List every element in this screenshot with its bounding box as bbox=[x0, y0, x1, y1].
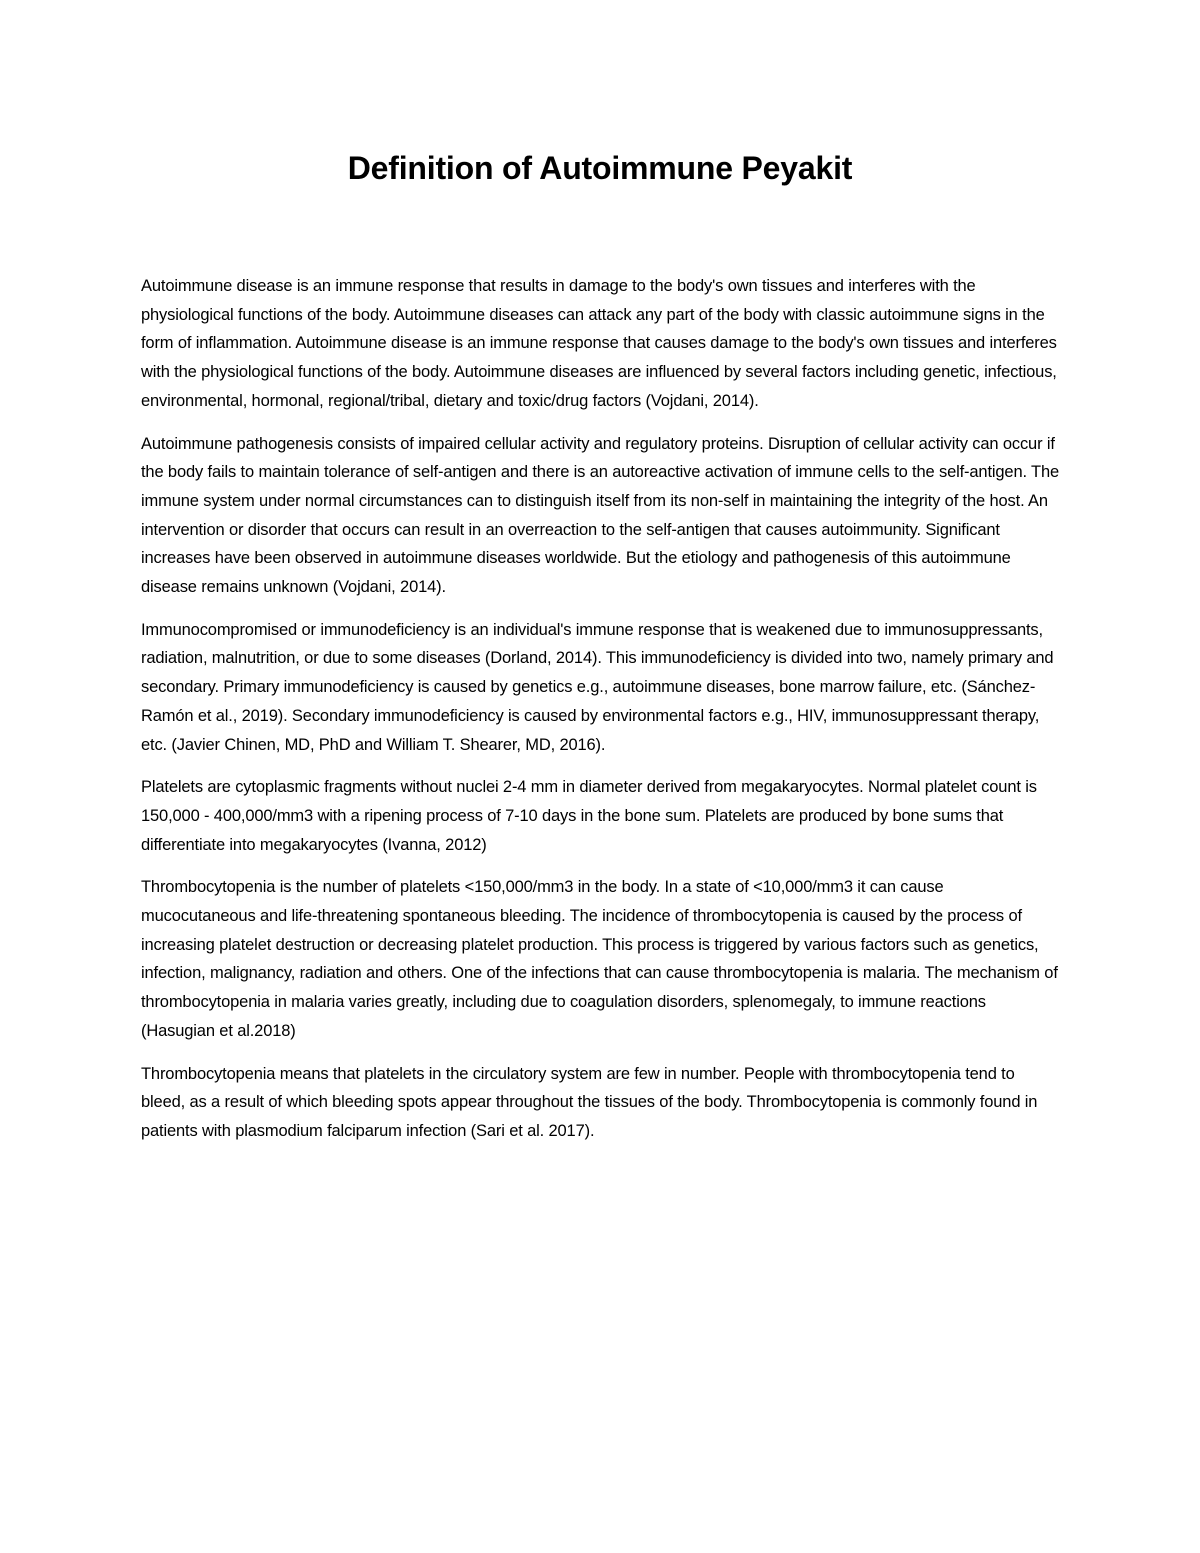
document-title: Definition of Autoimmune Peyakit bbox=[347, 150, 853, 186]
paragraph-autoimmune-pathogenesis: Autoimmune pathogenesis consists of impaired cellular activity and regulatory proteins. Disruption of cellular activity can occur if the body fails to maintain tolerance of self-antigen and there is an autoreactive activation of immune cells to the self-antigen. The immune system under normal circumstances can to distinguish itself from its non-self in maintaining the integrity of the host. An intervention or disorder that occurs can result in an overreaction to the self-antigen that causes autoimmunity. Significant increases have been observed in autoimmune diseases worldwide. But the etiology and pathogenesis of this autoimmune disease remains unknown (Vojdani, 2014). bbox=[141, 434, 1060, 597]
paragraph-thrombocytopenia-meaning: Thrombocytopenia means that platelets in the circulatory system are few in number. People with thrombocytopenia tend to bleed, as a result of which bleeding spots appear throughout the tissues of the body. Thrombocytopenia is commonly found in patients with plasmodium falciparum infection (Sari et al. 2017). bbox=[141, 1064, 1038, 1140]
document-body bbox=[141, 272, 1061, 1160]
paragraph-thrombocytopenia-causes: Thrombocytopenia is the number of platelets <150,000/mm3 in the body. In a state of <10,000/mm3 it can cause mucocutaneous and life-threatening spontaneous bleeding. The incidence of thrombocytopenia is caused by the process of increasing platelet destruction or decreasing platelet production. This process is triggered by various factors such as genetics, infection, malignancy, radiation and others. One of the infections that can cause thrombocytopenia is malaria. The mechanism of thrombocytopenia in malaria varies greatly, including due to coagulation disorders, splenomegaly, to immune reactions (Hasugian et al.2018) bbox=[141, 878, 1058, 1040]
paragraph-autoimmune-definition: Autoimmune disease is an immune response that results in damage to the body's own tissues and interferes with the physiological functions of the body. Autoimmune diseases can attack any part of the body with classic autoimmune signs in the form of inflammation. Autoimmune disease is an immune response that causes damage to the body's own tissues and interferes with the physiological functions of the body. Autoimmune diseases are influenced by several factors including genetic, infectious, environmental, hormonal, regional/tribal, dietary and toxic/drug factors (Vojdani, 2014). bbox=[141, 277, 1057, 410]
paragraph-platelets: Platelets are cytoplasmic fragments without nuclei 2-4 mm in diameter derived from megakaryocytes. Normal platelet count is 150,000 - 400,000/mm3 with a ripening process of 7-10 days in the bone sum. Platelets are produced by bone sums that differentiate into megakaryocytes (Ivanna, 2012) bbox=[141, 778, 1037, 854]
paragraph-immunodeficiency: Immunocompromised or immunodeficiency is an individual's immune response that is weakened due to immunosuppressants, radiation, malnutrition, or due to some diseases (Dorland, 2014). This immunodeficiency is divided into two, namely primary and secondary. Primary immunodeficiency is caused by genetics e.g., autoimmune diseases, bone marrow failure, etc. (Sánchez-Ramón et al., 2019). Secondary immunodeficiency is caused by environmental factors e.g., HIV, immunosuppressant therapy, etc. (Javier Chinen, MD, PhD and William T. Shearer, MD, 2016). bbox=[141, 620, 1054, 754]
